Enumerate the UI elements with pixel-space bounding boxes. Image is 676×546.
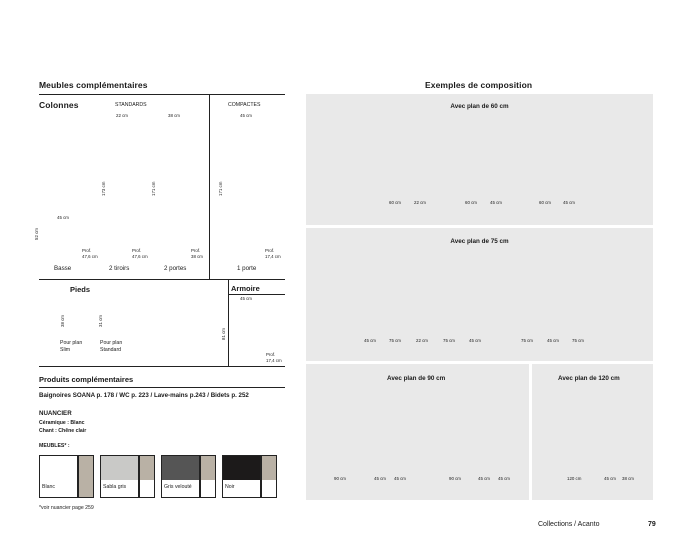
basse-depth: 47,6 cm xyxy=(82,254,98,259)
p90-dim-1: 90 cm xyxy=(334,476,346,481)
standard-line1: Pour plan xyxy=(100,340,123,346)
p60-dim-6: 45 cm xyxy=(563,200,575,205)
swatch-noir xyxy=(222,455,261,498)
armoire-depth: 17,4 cm xyxy=(266,358,282,363)
portes-depth-label: Prof. xyxy=(191,248,201,253)
compactes-label: COMPACTES xyxy=(228,102,261,108)
swatch-chant-3 xyxy=(200,455,216,498)
swatch-chant-4 xyxy=(261,455,277,498)
portes-depth: 38 cm xyxy=(191,254,203,259)
p90-title: Avec plan de 90 cm xyxy=(387,375,446,382)
tiroirs-cabinet xyxy=(114,123,130,257)
slim-line1: Pour plan xyxy=(60,340,83,346)
p90-dim-5: 45 cm xyxy=(478,476,490,481)
page-number: 79 xyxy=(648,521,656,528)
tiroirs-name: 2 tiroirs xyxy=(109,265,130,272)
p60-dim-5: 60 cm xyxy=(539,200,551,205)
colonnes-title: Colonnes xyxy=(39,100,79,110)
nuancier-chant: Chant : Chêne clair xyxy=(39,428,87,434)
tiroirs-depth: 47,6 cm xyxy=(132,254,148,259)
swatch-blanc xyxy=(39,455,78,498)
tiroirs-depth-label: Prof. xyxy=(132,248,142,253)
slim-line2: Slim xyxy=(60,347,71,353)
footer-text: Collections / Acanto xyxy=(538,521,600,528)
p90-dim-4: 90 cm xyxy=(449,476,461,481)
standard-height: 31 cm xyxy=(98,315,103,327)
une-porte-width: 45 cm xyxy=(240,113,252,118)
basse-width: 45 cm xyxy=(57,215,69,220)
section-title: Meubles complémentaires xyxy=(39,80,148,90)
p75-dim-6: 75 cm xyxy=(521,338,533,343)
une-porte-name: 1 porte xyxy=(237,265,257,272)
portes-cabinet xyxy=(164,123,189,257)
swatch-label-gris: Gris velouté xyxy=(164,484,192,490)
p120-dim-3: 38 cm xyxy=(622,476,634,481)
swatch-chant-1 xyxy=(78,455,94,498)
armoire-depth-label: Prof. xyxy=(266,352,276,357)
p60-dim-1: 60 cm xyxy=(389,200,401,205)
basse-height: 52 cm xyxy=(34,228,39,240)
portes-width: 38 cm xyxy=(168,113,180,118)
panel-60 xyxy=(306,94,653,225)
swatch-sabla-gris xyxy=(100,455,139,498)
standard-line2: Standard xyxy=(100,347,122,353)
right-title: Exemples de composition xyxy=(425,80,533,90)
swatch-gris-veloute xyxy=(161,455,200,498)
p90-dim-6: 45 cm xyxy=(498,476,510,481)
pieds-title: Pieds xyxy=(70,285,91,294)
p75-dim-7: 45 cm xyxy=(547,338,559,343)
armoire-title: Armoire xyxy=(231,284,260,293)
p120-dim-2: 45 cm xyxy=(604,476,616,481)
swatch-label-sabla: Sabla gris xyxy=(103,484,127,490)
portes-name: 2 portes xyxy=(164,265,187,272)
swatch-label-blanc: Blanc xyxy=(42,484,55,490)
nuancier-ceramique: Céramique : Blanc xyxy=(39,420,85,426)
p75-dim-3: 22 cm xyxy=(416,338,428,343)
p60-dim-4: 45 cm xyxy=(490,200,502,205)
swatch-label-noir: Noir xyxy=(225,484,235,490)
une-porte-depth-label: Prof. xyxy=(265,248,275,253)
portes-height: 171 cm xyxy=(151,181,156,196)
tiroirs-width: 22 cm xyxy=(116,113,128,118)
swatch-chant-2 xyxy=(139,455,155,498)
p60-title: Avec plan de 60 cm xyxy=(450,103,509,110)
tiroirs-height: 173 cm xyxy=(101,181,106,196)
armoire-width: 45 cm xyxy=(240,296,252,301)
produits-line: Baignoires SOANA p. 178 / WC p. 223 / Lave-mains p.243 / Bidets p. 252 xyxy=(39,392,249,399)
slim-height: 38 cm xyxy=(60,315,65,327)
une-porte-depth: 17,4 cm xyxy=(265,254,281,259)
p75-title: Avec plan de 75 cm xyxy=(450,238,509,245)
p60-dim-3: 60 cm xyxy=(465,200,477,205)
produits-title: Produits complémentaires xyxy=(39,375,134,384)
une-porte-height: 171 cm xyxy=(218,181,223,196)
p90-dim-2: 45 cm xyxy=(374,476,386,481)
armoire-height: 81 cm xyxy=(221,328,226,340)
p90-dim-3: 45 cm xyxy=(394,476,406,481)
p75-dim-5: 45 cm xyxy=(469,338,481,343)
p75-dim-1: 45 cm xyxy=(364,338,376,343)
basse-depth-label: Prof. xyxy=(82,248,92,253)
p120-dim-1: 120 cm xyxy=(567,476,582,481)
nuancier-meubles: MEUBLES* : xyxy=(39,443,70,449)
nuancier-title: NUANCIER xyxy=(39,410,72,417)
p75-dim-8: 75 cm xyxy=(572,338,584,343)
p120-title: Avec plan de 120 cm xyxy=(558,375,620,382)
basse-name: Basse xyxy=(54,265,72,272)
p60-dim-2: 22 cm xyxy=(414,200,426,205)
p75-dim-4: 75 cm xyxy=(443,338,455,343)
standards-label: STANDARDS xyxy=(115,102,147,108)
footnote: *voir nuancier page 259 xyxy=(39,505,94,511)
p75-dim-2: 75 cm xyxy=(389,338,401,343)
